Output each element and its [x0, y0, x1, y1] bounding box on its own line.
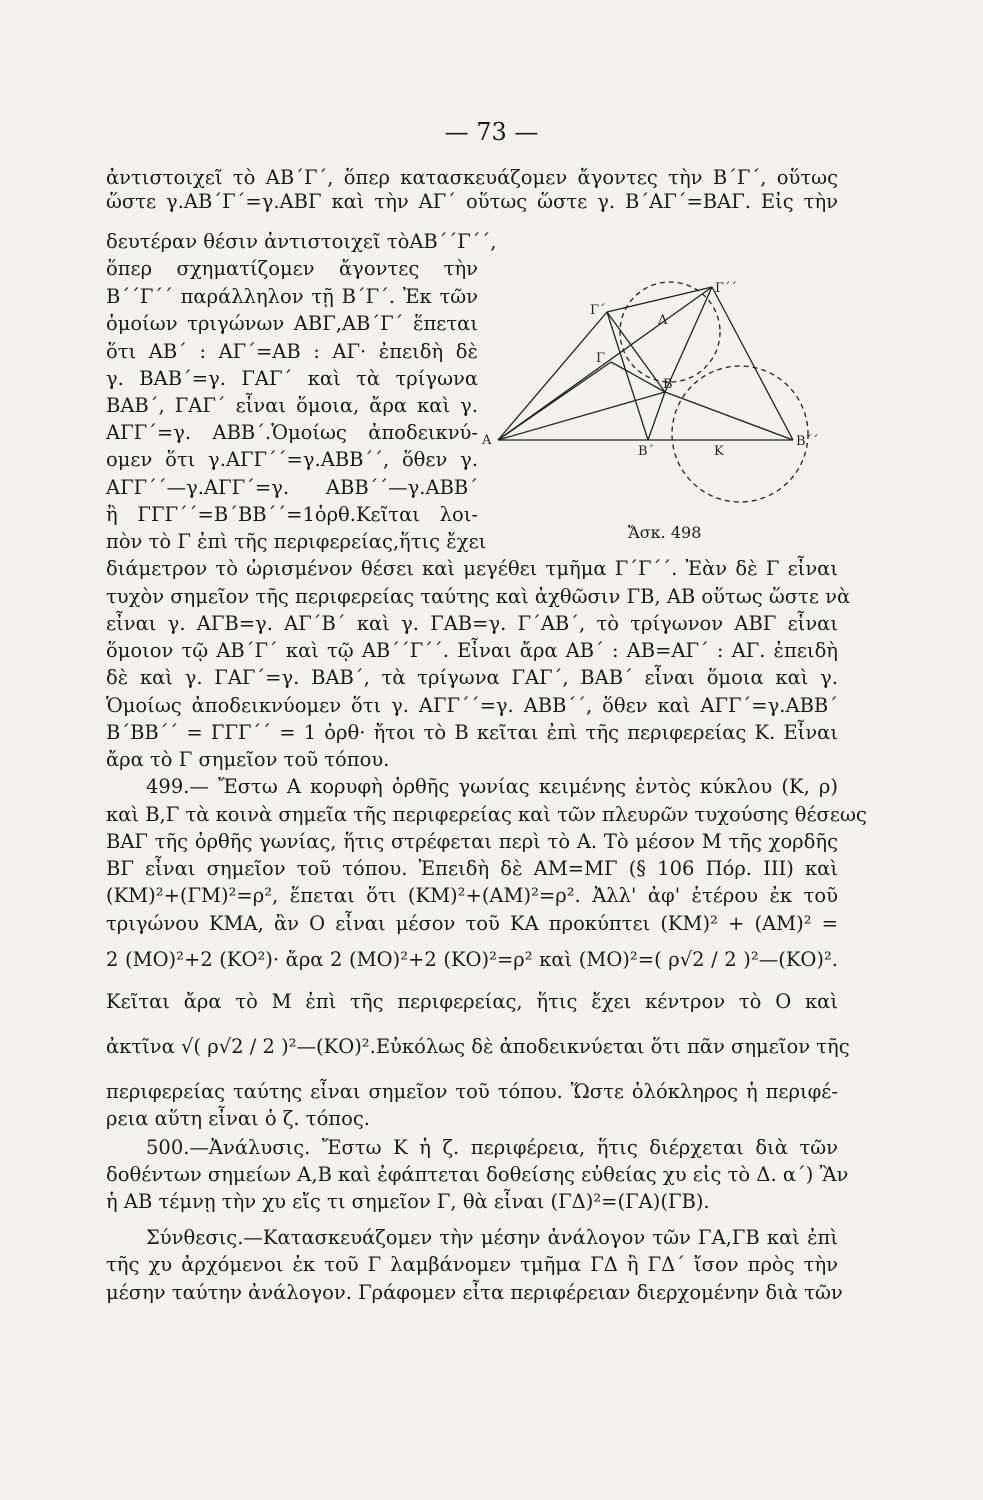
text-line: Σύνθεσις.—Κατασκευάζομεν τὴν μέσην ἀνάλογον τῶν ΓΑ,ΓΒ καὶ ἐπὶ [146, 1226, 838, 1249]
text-line: ἀκτῖνα √( ρ√2 / 2 )²—(ΚΟ)².Εὐκόλως δὲ ἀποδεικνύεται ὅτι πᾶν σημεῖον τῆς [106, 1035, 850, 1058]
text-line: (ΚΜ)²+(ΓΜ)²=ρ², ἕπεται ὅτι (ΚΜ)²+(ΑΜ)²=ρ². Ἀλλ' ἀφ' ἑτέρου ἐκ τοῦ [106, 884, 838, 907]
text-line: μέσην ταύτην ἀνάλογον. Γράφομεν εἶτα περιφέρειαν διερχομένην διὰ τῶν [106, 1281, 843, 1304]
label-b2: Β΄΄ [796, 434, 819, 449]
text-line: καὶ Β,Γ τὰ κοινὰ σημεῖα τῆς περιφερείας καὶ τῶν πλευρῶν τυχούσης θέσεως [106, 803, 867, 826]
text-line: ΒΑΓ τῆς ὀρθῆς γωνίας, ἥτις στρέφεται περὶ τὸ Α. Τὸ μέσον Μ τῆς χορδῆς [106, 830, 838, 853]
geometry-figure [480, 262, 830, 552]
text-line: ΒΓ εἶναι σημεῖον τοῦ τόπου. Ἐπειδὴ δὲ ΑΜ=ΜΓ (§ 106 Πόρ. ΙΙΙ) καὶ [106, 857, 838, 880]
text-line: ἀντιστοιχεῖ τὸ ΑΒ΄Γ΄, ὅπερ κατασκευάζομεν ἄγοντες τὴν Β΄Γ΄, οὕτως [106, 166, 838, 189]
text-line: εἶναι γ. ΑΓΒ=γ. ΑΓ΄Β΄ καὶ γ. ΓΑΒ=γ. Γ΄ΑΒ΄, τὸ τρίγωνον ΑΒΓ εἶναι [106, 612, 838, 635]
line-g-b [611, 362, 665, 392]
figure-caption: Ἄσκ. 498 [628, 523, 702, 542]
text-line: ὁμοίων τριγώνων ΑΒΓ,ΑΒ΄Γ΄ ἕπεται [106, 312, 478, 335]
label-b1: Β΄ [638, 444, 655, 459]
text-line: 499.— Ἔστω Α κορυφὴ ὀρθῆς γωνίας κειμένης ἐντὸς κύκλου (Κ, ρ) [146, 775, 838, 798]
text-line: ἡ ΑΒ τέμνῃ τὴν χυ εἴς τι σημεῖον Γ, θὰ εἶναι (ΓΔ)²=(ΓΑ)(ΓΒ). [106, 1190, 710, 1213]
text-line: περιφερείας ταύτης εἶναι σημεῖον τοῦ τόπου. Ὥστε ὁλόκληρος ἡ περιφέ- [106, 1080, 838, 1103]
page-number: — 73 — [444, 118, 539, 146]
line-b-b2 [665, 392, 793, 440]
text-line: ρεια αὕτη εἶναι ὁ ζ. τόπος. [106, 1107, 370, 1130]
text-line: ὅπερ σχηματίζομεν ἄγοντες τὴν [106, 257, 478, 280]
text-line: ἢ ΓΓΓ΄΄=Β΄ΒΒ΄΄=1ὀρθ.Κεῖται λοι- [106, 503, 478, 526]
text-line: ΒΑΒ΄, ΓΑΓ΄ εἶναι ὅμοια, ἄρα καὶ γ. [106, 394, 478, 417]
label-a: Α [482, 433, 492, 448]
line-g1-b [607, 312, 665, 392]
text-line: τριγώνου ΚΜΑ, ἂν Ο εἶναι μέσον τοῦ ΚΑ προκύπτει (ΚΜ)² + (ΑΜ)² = [106, 912, 838, 935]
line-b-b1 [648, 392, 665, 440]
line-g1-b1 [607, 312, 648, 440]
label-g1: Γ΄ [590, 303, 606, 318]
text-line: Κεῖται ἄρα τὸ Μ ἐπὶ τῆς περιφερείας, ἥτις ἔχει κέντρον τὸ Ο καὶ [106, 990, 838, 1013]
text-line: δευτέραν θέσιν ἀντιστοιχεῖ τὸΑΒ΄΄Γ΄΄, [106, 230, 497, 253]
line-g1-g2 [607, 287, 712, 312]
text-line: 2 (ΜΟ)²+2 (ΚΟ²)· ἄρα 2 (ΜΟ)²+2 (ΚΟ)²=ρ² καὶ (ΜΟ)²=( ρ√2 / 2 )²—(ΚΟ)². [106, 948, 838, 971]
text-line: Ὁμοίως ἀποδεικνύομεν ὅτι γ. ΑΓΓ΄΄=γ. ΑΒΒ΄΄, ὅθεν καὶ ΑΓΓ΄=γ.ΑΒΒ΄ [106, 694, 838, 717]
text-line: δοθέντων σημείων Α,Β καὶ ἐφάπτεται δοθείσης εὐθείας χυ εἰς τὸ Δ. α΄) Ἂν [106, 1163, 849, 1186]
text-line: τῆς χυ ἀρχόμενοι ἐκ τοῦ Γ λαμβάνομεν τμῆμα ΓΔ ἢ ΓΔ΄ ἴσον πρὸς τὴν [106, 1253, 838, 1276]
text-line: Β΄ΒΒ΄΄ = ΓΓΓ΄΄ = 1 ὀρθ· ἤτοι τὸ Β κεῖται ἐπὶ τῆς περιφερείας Κ. Εἶναι [106, 721, 838, 744]
circle-k [672, 366, 808, 502]
text-line: 500.—Ἀνάλυσις. Ἔστω Κ ἡ ζ. περιφέρεια, ἥτις διέρχεται διὰ τῶν [146, 1136, 838, 1159]
text-line: ομεν ὅτι γ.ΑΓΓ΄΄=γ.ΑΒΒ΄΄, ὅθεν γ. [106, 448, 478, 471]
text-line: ὅτι ΑΒ΄ : ΑΓ΄=ΑΒ : ΑΓ· ἐπειδὴ δὲ [106, 340, 478, 363]
text-line: τυχὸν σημεῖον τῆς περιφερείας ταύτης καὶ ἀχθῶσιν ΓΒ, ΑΒ οὕτως ὥστε νὰ [106, 585, 851, 608]
label-k: Κ [714, 444, 724, 459]
text-line: ΑΓΓ΄΄—γ.ΑΓΓ΄=γ. ΑΒΒ΄΄—γ.ΑΒΒ΄ [106, 476, 478, 499]
text-line: ὥστε γ.ΑΒ΄Γ΄=γ.ΑΒΓ καὶ τὴν ΑΓ΄ οὕτως ὥστε γ. Β΄ΑΓ΄=ΒΑΓ. Εἰς τὴν [106, 190, 838, 213]
label-g: Γ [596, 351, 606, 366]
line-g2-b2 [712, 287, 793, 440]
label-b: Β [663, 377, 673, 392]
text-line: διάμετρον τὸ ὡρισμένον θέσει καὶ μεγέθει τμῆμα Γ΄Γ΄΄. Ἐὰν δὲ Γ εἶναι [106, 557, 838, 580]
text-line: δὲ καὶ γ. ΓΑΓ΄=γ. ΒΑΒ΄, τὰ τρίγωνα ΓΑΓ΄, ΒΑΒ΄ εἶναι ὅμοια καὶ γ. [106, 666, 838, 689]
text-line: ὅμοιον τῷ ΑΒ΄Γ΄ καὶ τῷ ΑΒ΄΄Γ΄΄. Εἶναι ἄρα ΑΒ΄ : ΑΒ=ΑΓ΄ : ΑΓ. ἐπειδὴ [106, 639, 838, 662]
text-line: ἄρα τὸ Γ σημεῖον τοῦ τόπου. [106, 748, 390, 771]
text-line: πὸν τὸ Γ ἐπὶ τῆς περιφερείας,ἥτις ἔχει [106, 530, 487, 553]
text-line: γ. ΒΑΒ΄=γ. ΓΑΓ΄ καὶ τὰ τρίγωνα [106, 367, 478, 390]
text-line: Β΄΄Γ΄΄ παράλληλον τῇ Β΄Γ΄. Ἐκ τῶν [106, 285, 478, 308]
label-g2: Γ΄΄ [715, 281, 738, 296]
text-line: ΑΓΓ΄=γ. ΑΒΒ΄.Ὁμοίως ἀποδεικνύ- [106, 421, 478, 444]
label-lambda: Λ [658, 313, 668, 328]
